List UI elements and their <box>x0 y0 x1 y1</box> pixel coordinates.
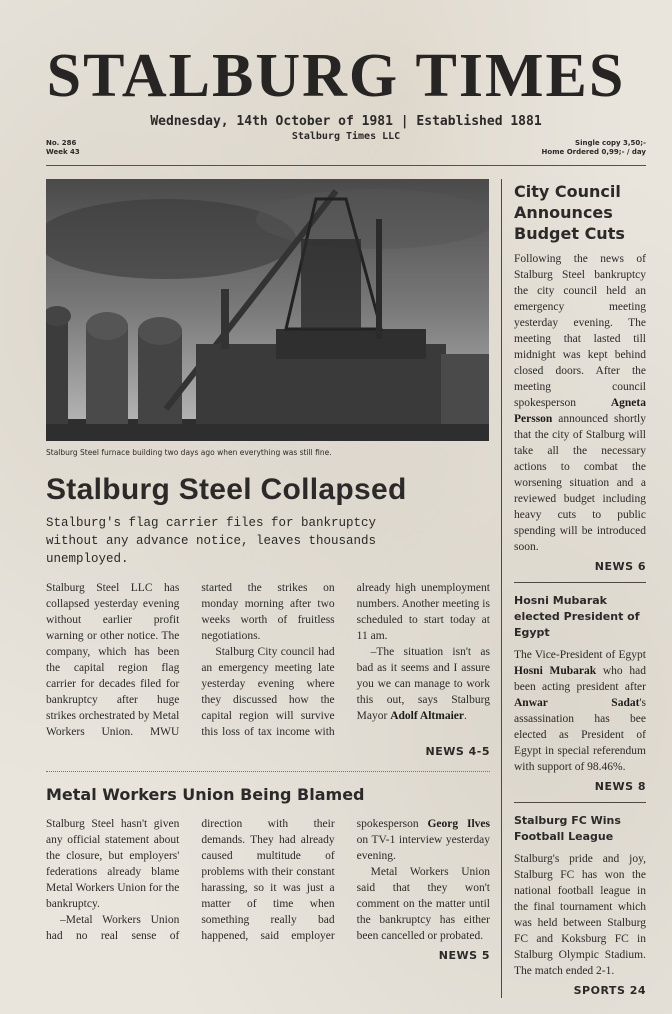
article-paragraph <box>514 851 646 979</box>
sidebar-ref-football: SPORTS 24 <box>573 984 646 997</box>
single-copy-price: Single copy 3,50;- <box>575 139 646 147</box>
sidebar-article-football <box>514 851 646 979</box>
section-divider <box>46 771 490 772</box>
sidebar-article-egypt <box>514 647 646 775</box>
photo-caption: Stalburg Steel furnace building two days ago when everything was still fine. <box>46 448 332 457</box>
lead-subheadline: Stalburg's flag carrier files for bankruptcy without any advance notice, leaves thousands unemployed. <box>46 516 377 566</box>
sidebar-article-budget <box>514 251 646 555</box>
person-name: Georg Ilves <box>427 818 490 830</box>
lead-article-body <box>46 580 490 740</box>
sidebar-ref-egypt: NEWS 8 <box>594 780 646 793</box>
sidebar-headline-egypt: Hosni Mubarak elected President of Egypt <box>514 594 640 639</box>
text-run: –Metal Workers Union had no real sense of direction with their demands. They had already caused multitude of problems with their constant harassing, so it was just a matter of time when something really bad happened, said employer spokesperson <box>46 818 428 942</box>
sidebar-ref-budget: NEWS 6 <box>594 560 646 573</box>
lead-headline: Stalburg Steel Collapsed <box>46 473 407 506</box>
person-name: Anwar Sadat <box>514 697 640 709</box>
dateline: Wednesday, 14th October of 1981 | Established 1881 <box>150 114 542 129</box>
price-info <box>542 139 646 157</box>
sidebar-headline-budget: City Council Announces Budget Cuts <box>514 182 625 243</box>
text-run: Metal Workers Union said that they won't comment on the matter until the bankruptcy has either been cancelled or probated. <box>356 866 490 942</box>
home-ordered-price: Home Ordered 0,99;- / day <box>541 148 646 156</box>
person-name: Adolf Altmaier <box>390 710 464 722</box>
issue-week: Week 43 <box>46 148 80 156</box>
second-page-reference: NEWS 5 <box>438 949 490 962</box>
page-layout <box>46 179 646 998</box>
sidebar-divider <box>514 802 646 803</box>
masthead-divider <box>46 165 646 166</box>
second-article-body <box>46 816 490 944</box>
article-paragraph <box>514 251 646 555</box>
main-column <box>46 179 490 998</box>
text-run: 's assassination has bee elected as President of Egypt in special referendum with support of 98.46%. <box>514 697 646 773</box>
sidebar <box>514 179 646 998</box>
text-run: –The situation isn't as bad as it seems and I assure you we can manage to work this out, says Stalburg Mayor <box>356 646 490 722</box>
text-run: on TV-1 interview yesterday evening. <box>356 834 490 862</box>
sidebar-headline-football: Stalburg FC Wins Football League <box>514 814 621 843</box>
issue-info <box>46 139 80 157</box>
text-run: The Vice-President of Egypt <box>514 649 646 661</box>
text-run: Stalburg Steel hasn't given any official statement about the closure, but employers' federations already blame Metal Workers Union for the bankruptcy. <box>46 818 180 910</box>
steel-furnace-photo <box>46 179 489 441</box>
lead-page-reference: NEWS 4-5 <box>425 745 490 758</box>
second-headline: Metal Workers Union Being Blamed <box>46 785 365 804</box>
issue-number: No. 286 <box>46 139 77 147</box>
person-name: Hosni Mubarak <box>514 665 597 677</box>
article-paragraph <box>357 644 490 724</box>
text-run: Stalburg City council had an emergency meeting late yesterday evening where they discussed how the capital region will survive this loss of tax income with already high unemployment numbers. Another meeting is scheduled to start today at 11 am. <box>201 582 490 738</box>
article-paragraph <box>514 647 646 775</box>
text-run: Stalburg Steel LLC has collapsed yesterday evening without earlier profit warning or other notice. The company, which has been the capital region flag carrier for decades filed for bankruptcy after huge strikes orchestrated by Metal Workers Union. MWU started the strikes on monday morning after two weeks worth of fruitless negotiations. <box>46 582 335 738</box>
article-paragraph <box>46 816 179 912</box>
publisher: Stalburg Times LLC <box>291 131 401 142</box>
column-divider <box>501 179 502 998</box>
sidebar-divider <box>514 582 646 583</box>
text-run: . <box>463 710 467 722</box>
text-run: Following the news of Stalburg Steel bankruptcy the city council held an emergency meeting yesterday evening. The meeting that lasted till midnight was kept behind closed doors. After the meeting council spokesperson <box>514 253 646 409</box>
text-run: Stalburg's pride and joy, Stalburg FC has won the national football league in the final tournament which was held between Stalburg FC and Koksburg FC in Stalburg Olympic Stadium. The match ended 2-1. <box>514 853 646 977</box>
article-paragraph <box>357 864 490 944</box>
text-run: announced shortly that the city of Stalburg will take all the necessary actions to combat the worsening situation and a reviewed budget including heavy cuts to public spending will be introduced soon. <box>514 413 646 553</box>
person-name: Agneta Persson <box>514 397 646 425</box>
text-run: who had been acting president after <box>514 665 646 693</box>
newspaper-masthead: STALBURG TIMES <box>46 42 626 110</box>
